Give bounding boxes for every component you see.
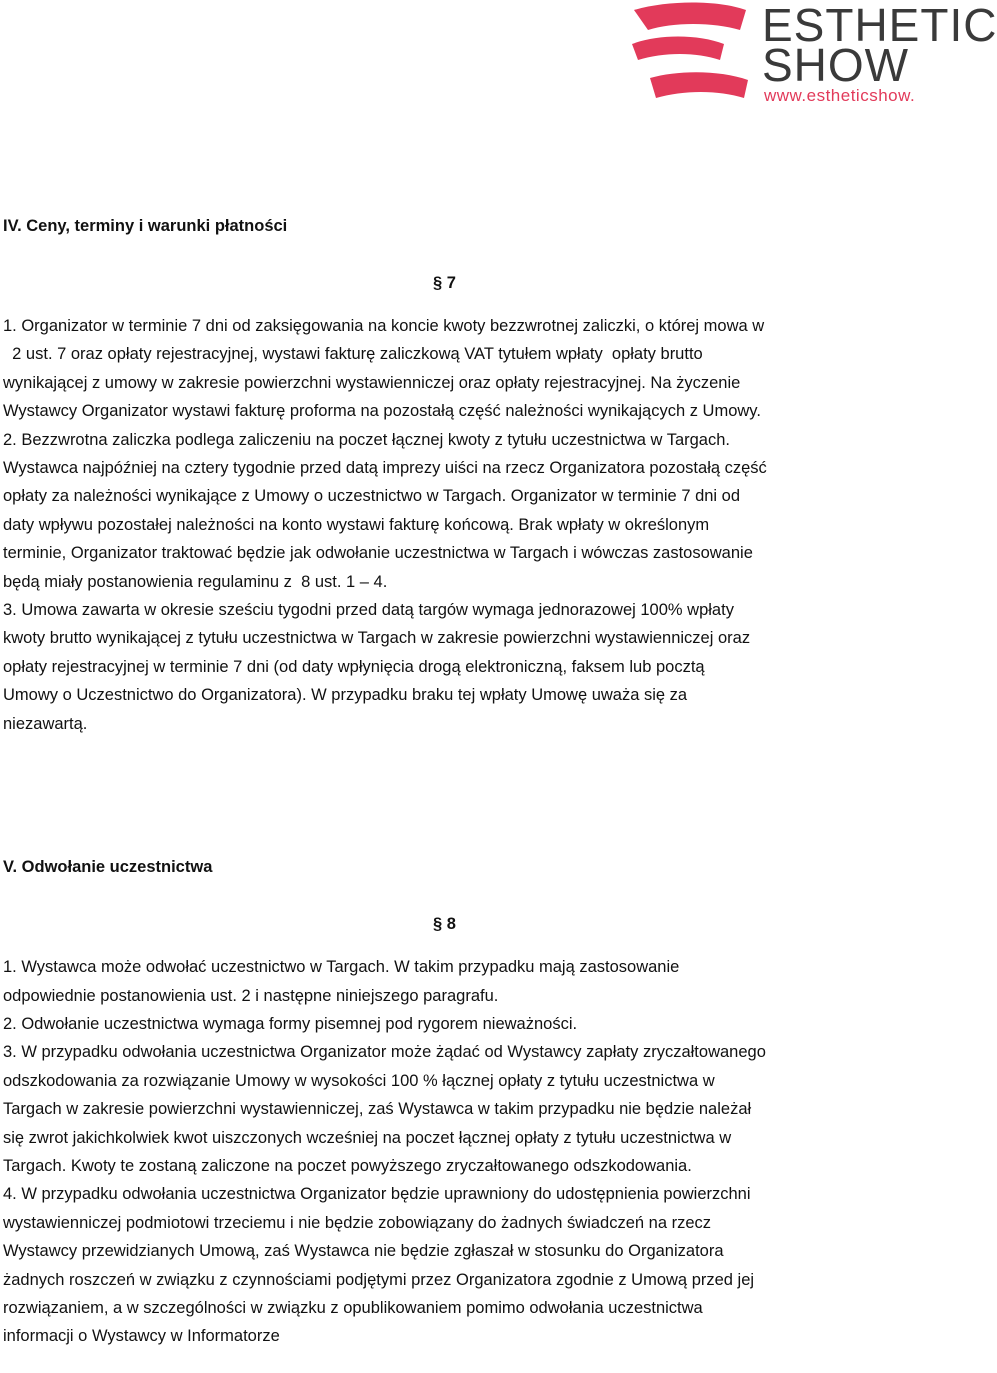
text-line: 2. Bezzwrotna zaliczka podlega zaliczeniu na poczet łącznej kwoty z tytułu uczestnictwa w Targach. — [3, 430, 730, 449]
text-line: 3. Umowa zawarta w okresie sześciu tygodni przed datą targów wymaga jednorazowej 100% wpłaty — [3, 601, 734, 620]
text-line: Wystawca najpóźniej na cztery tygodnie przed datą imprezy uiści na rzecz Organizatora pozostałą część — [3, 459, 767, 478]
text-line: terminie, Organizator traktować będzie jak odwołanie uczestnictwa w Targach i wówczas zastosowanie — [3, 544, 753, 563]
text-line: niezawartą. — [3, 714, 88, 733]
text-line: 2. Odwołanie uczestnictwa wymaga formy pisemnej pod rygorem nieważności. — [3, 1014, 578, 1033]
section-4-text — [3, 312, 958, 738]
text-line: 3. W przypadku odwołania uczestnictwa Organizator może żądać od Wystawcy zapłaty zryczałtowanego — [3, 1043, 766, 1062]
text-line: odpowiednie postanowienia ust. 2 i następne niniejszego paragrafu. — [3, 986, 499, 1005]
text-line: 1. Organizator w terminie 7 dni od zaksięgowania na koncie kwoty bezzwrotnej zaliczki, o której mowa w — [3, 317, 765, 335]
paragraph-8-mark: § 8 — [433, 915, 456, 934]
text-line: wystawienniczej podmiotowi trzeciemu i nie będzie zobowiązany do żadnych świadczeń na rzecz — [3, 1213, 712, 1232]
paragraph-7-mark: § 7 — [433, 274, 456, 292]
logo-text-line1: ESTHETIC — [762, 0, 997, 51]
text-line: kwoty brutto wynikającej z tytułu uczestnictwa w Targach w zakresie powierzchni wystawienniczej oraz — [3, 629, 751, 648]
section-4-title: IV. Ceny, terminy i warunki płatności — [3, 217, 288, 235]
text-line: żadnych roszczeń w związku z czynnościami podjętymi przez Organizatora zgodnie z Umową przed jej — [3, 1270, 755, 1289]
text-line: rozwiązaniem, a w szczególności w związku z opublikowaniem pomimo odwołania uczestnictwa — [3, 1298, 703, 1317]
text-line: będą miały postanowienia regulaminu z 8 ust. 1 – 4. — [3, 572, 388, 591]
text-line: informacji o Wystawcy w Informatorze — [3, 1327, 280, 1346]
esthetic-show-logo — [628, 0, 997, 112]
text-line: Wystawcy przewidzianych Umową, zaś Wystawca nie będzie zgłaszał w stosunku do Organizatora — [3, 1242, 724, 1261]
text-line: Targach. Kwoty te zostaną zaliczone na poczet powyższego zryczałtowanego odszkodowania. — [3, 1156, 692, 1175]
text-line: Targach w zakresie powierzchni wystawienniczej, zaś Wystawca w takim przypadku nie będzie należał — [3, 1100, 752, 1119]
section-5-text — [3, 953, 958, 1351]
text-line: wynikającej z umowy w zakresie powierzchni wystawienniczej oraz opłaty rejestracyjnej. Na życzenie — [3, 373, 741, 392]
document-body — [3, 212, 958, 1351]
text-line: odszkodowania za rozwiązanie Umowy w wysokości 100 % łącznej opłaty z tytułu uczestnictwa w — [3, 1071, 715, 1090]
text-line: opłaty za należności wynikające z Umowy o uczestnictwo w Targach. Organizator w terminie 7 dni od — [3, 487, 741, 506]
text-line: Umowy o Uczestnictwo do Organizatora). W przypadku braku tej wpłaty Umowę uważa się za — [3, 686, 688, 705]
text-line: 4. W przypadku odwołania uczestnictwa Organizator będzie uprawniony do udostępnienia powierzchni — [3, 1185, 751, 1204]
logo-mark-icon — [628, 0, 758, 112]
text-line: daty wpływu pozostałej należności na konto wystawi fakturę końcową. Brak wpłaty w określonym — [3, 515, 710, 534]
text-line: opłaty rejestracyjnej w terminie 7 dni (od daty wpłynięcia drogą elektroniczną, faksem lub pocztą — [3, 657, 705, 676]
text-line: 2 ust. 7 oraz opłaty rejestracyjnej, wystawi fakturę zaliczkową VAT tytułem wpłaty opłaty brutto — [3, 345, 703, 364]
text-line: Wystawcy Organizator wystawi fakturę proforma na pozostałą część należności wynikających z Umowy. — [3, 402, 761, 421]
logo-text-line2: SHOW — [762, 39, 910, 91]
section-5-title: V. Odwołanie uczestnictwa — [3, 858, 213, 877]
text-line: 1. Wystawca może odwołać uczestnictwo w Targach. W takim przypadku mają zastosowanie — [3, 958, 680, 977]
text-line: się zwrot jakichkolwiek kwot uiszczonych wcześniej na poczet łącznej opłaty z tytułu uczestnictwa w — [3, 1128, 732, 1147]
logo-url: www.estheticshow. — [764, 86, 916, 105]
